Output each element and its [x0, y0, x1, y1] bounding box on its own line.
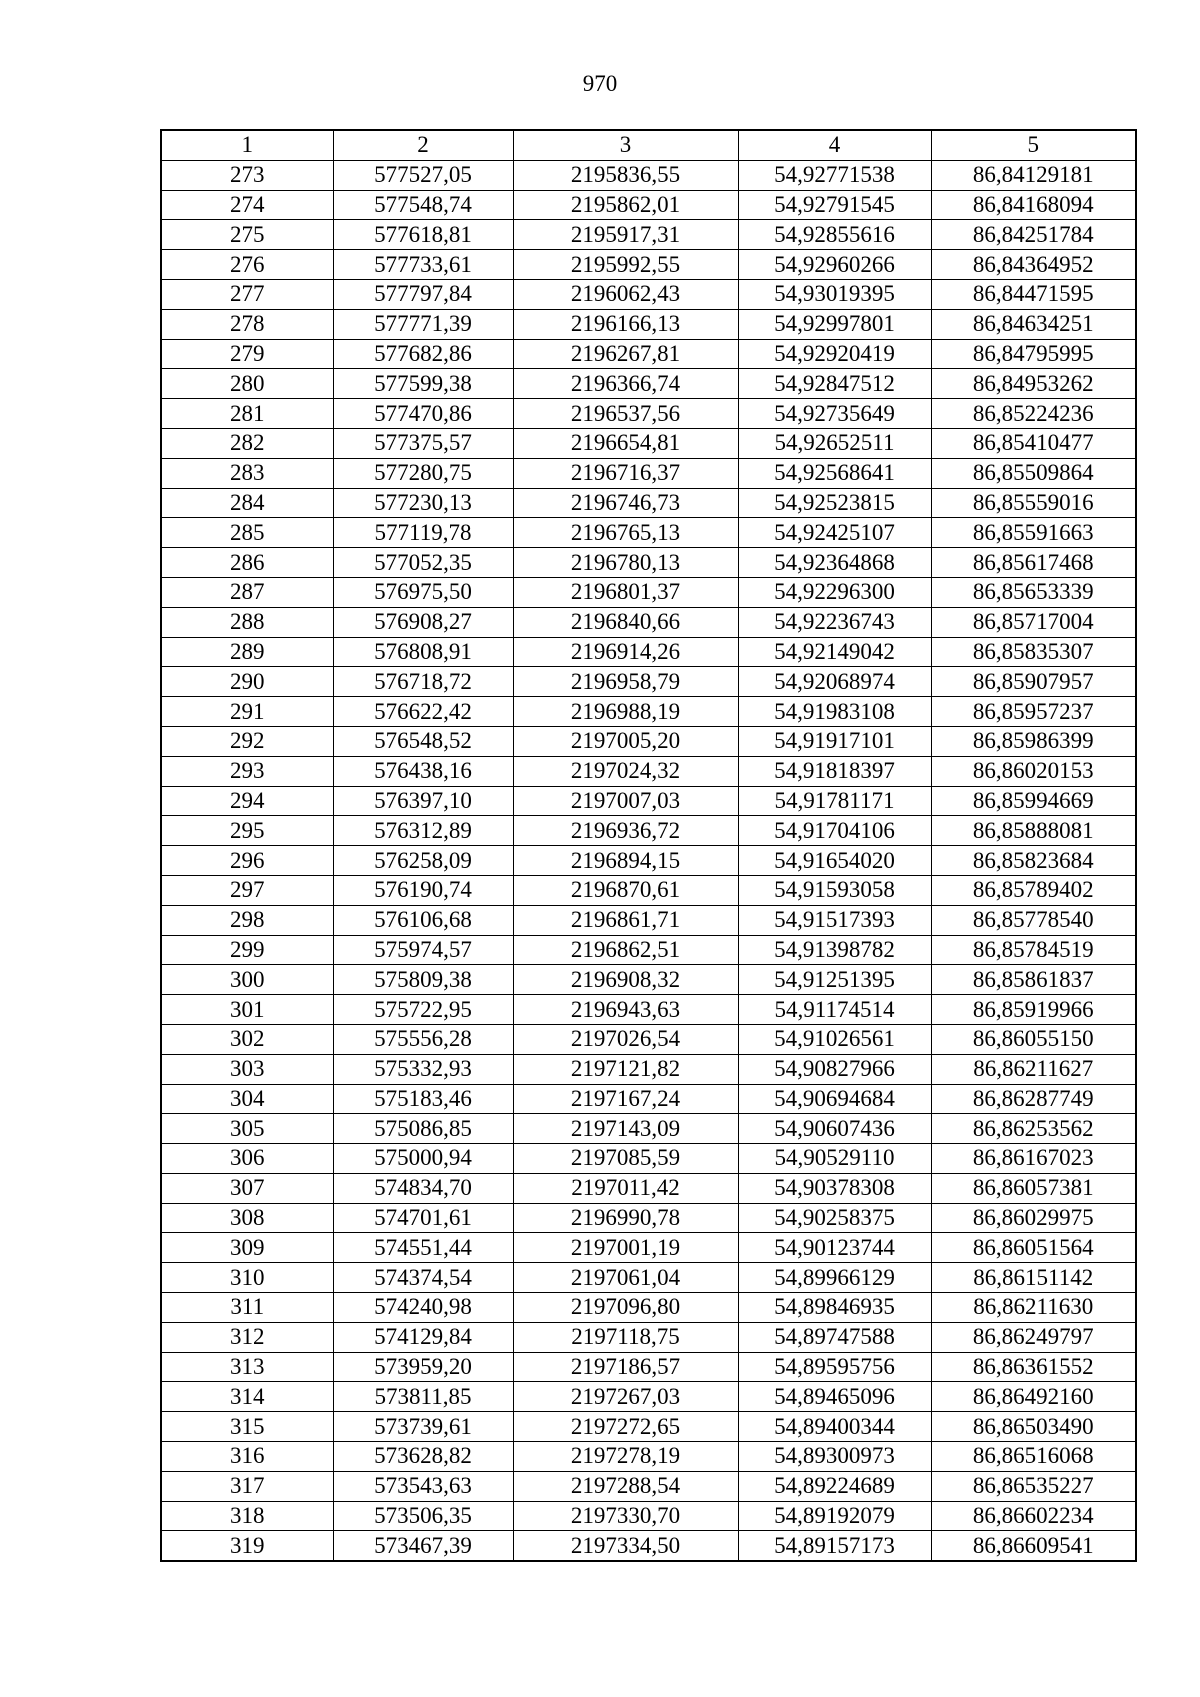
table-cell-col-3: 2196267,81 [513, 339, 738, 369]
table-cell-col-5: 86,86503490 [931, 1412, 1136, 1442]
table-cell-col-5: 86,86516068 [931, 1442, 1136, 1472]
table-cell-col-5: 86,85410477 [931, 428, 1136, 458]
table-cell-col-4: 54,92523815 [738, 488, 931, 518]
table-cell-col-2: 575000,94 [333, 1144, 513, 1174]
table-row [161, 1263, 1136, 1293]
table-cell-col-1: 303 [161, 1054, 333, 1084]
table-cell-col-1: 293 [161, 756, 333, 786]
table-cell-col-3: 2196716,37 [513, 458, 738, 488]
table-row [161, 1054, 1136, 1084]
table-row [161, 1173, 1136, 1203]
table-cell-col-2: 577230,13 [333, 488, 513, 518]
table-row [161, 190, 1136, 220]
table-cell-col-3: 2196654,81 [513, 428, 738, 458]
table-cell-col-2: 577470,86 [333, 399, 513, 429]
table-cell-col-2: 574834,70 [333, 1173, 513, 1203]
table-cell-col-2: 576106,68 [333, 905, 513, 935]
table-cell-col-3: 2196870,61 [513, 875, 738, 905]
table-cell-col-1: 302 [161, 1024, 333, 1054]
table-cell-col-5: 86,84129181 [931, 160, 1136, 190]
table-cell-col-5: 86,85994669 [931, 786, 1136, 816]
table-cell-col-5: 86,85653339 [931, 577, 1136, 607]
table-row [161, 965, 1136, 995]
table-cell-col-3: 2195917,31 [513, 220, 738, 250]
table-cell-col-4: 54,89300973 [738, 1442, 931, 1472]
table-row [161, 1114, 1136, 1144]
table-row [161, 1531, 1136, 1561]
table-cell-col-1: 288 [161, 607, 333, 637]
table-cell-col-5: 86,86051564 [931, 1233, 1136, 1263]
table-cell-col-4: 54,90123744 [738, 1233, 931, 1263]
table-cell-col-1: 300 [161, 965, 333, 995]
table-cell-col-2: 576312,89 [333, 816, 513, 846]
table-cell-col-2: 577527,05 [333, 160, 513, 190]
header-row [161, 130, 1136, 160]
table-row [161, 816, 1136, 846]
table-cell-col-2: 575556,28 [333, 1024, 513, 1054]
table-row [161, 905, 1136, 935]
table-row [161, 1233, 1136, 1263]
table-row [161, 309, 1136, 339]
table-cell-col-1: 296 [161, 846, 333, 876]
table-cell-col-4: 54,89224689 [738, 1471, 931, 1501]
column-header-1: 1 [161, 130, 333, 160]
table-cell-col-1: 317 [161, 1471, 333, 1501]
table-cell-col-4: 54,92791545 [738, 190, 931, 220]
table-row [161, 1084, 1136, 1114]
table-row [161, 1203, 1136, 1233]
table-row [161, 488, 1136, 518]
table-cell-col-5: 86,86602234 [931, 1501, 1136, 1531]
table-cell-col-5: 86,86361552 [931, 1352, 1136, 1382]
column-header-5: 5 [931, 130, 1136, 160]
table-row [161, 399, 1136, 429]
table-cell-col-3: 2196780,13 [513, 548, 738, 578]
table-cell-col-1: 298 [161, 905, 333, 935]
table-cell-col-3: 2197118,75 [513, 1322, 738, 1352]
table-cell-col-1: 312 [161, 1322, 333, 1352]
table-cell-col-5: 86,85888081 [931, 816, 1136, 846]
table-cell-col-4: 54,92735649 [738, 399, 931, 429]
table-row [161, 458, 1136, 488]
table-cell-col-3: 2196914,26 [513, 637, 738, 667]
table-cell-col-4: 54,90607436 [738, 1114, 931, 1144]
table-row [161, 875, 1136, 905]
table-cell-col-5: 86,86020153 [931, 756, 1136, 786]
table-cell-col-4: 54,89465096 [738, 1382, 931, 1412]
table-header [161, 130, 1136, 160]
table-cell-col-4: 54,89966129 [738, 1263, 931, 1293]
table-cell-col-2: 575086,85 [333, 1114, 513, 1144]
table-cell-col-1: 275 [161, 220, 333, 250]
table-cell-col-4: 54,91983108 [738, 697, 931, 727]
table-cell-col-3: 2196801,37 [513, 577, 738, 607]
table-cell-col-3: 2197026,54 [513, 1024, 738, 1054]
table-cell-col-2: 577618,81 [333, 220, 513, 250]
table-cell-col-4: 54,92568641 [738, 458, 931, 488]
table-cell-col-5: 86,84953262 [931, 369, 1136, 399]
table-cell-col-3: 2197278,19 [513, 1442, 738, 1472]
table-cell-col-4: 54,90694684 [738, 1084, 931, 1114]
table-cell-col-2: 575183,46 [333, 1084, 513, 1114]
table-cell-col-2: 577052,35 [333, 548, 513, 578]
table-cell-col-3: 2197061,04 [513, 1263, 738, 1293]
table-cell-col-4: 54,91517393 [738, 905, 931, 935]
table-cell-col-2: 577682,86 [333, 339, 513, 369]
table-cell-col-3: 2197272,65 [513, 1412, 738, 1442]
table-cell-col-1: 311 [161, 1293, 333, 1323]
table-cell-col-3: 2196936,72 [513, 816, 738, 846]
table-cell-col-5: 86,86055150 [931, 1024, 1136, 1054]
table-cell-col-5: 86,86253562 [931, 1114, 1136, 1144]
table-cell-col-5: 86,85957237 [931, 697, 1136, 727]
table-row [161, 1024, 1136, 1054]
table-row [161, 935, 1136, 965]
table-cell-col-3: 2196366,74 [513, 369, 738, 399]
table-cell-col-5: 86,85861837 [931, 965, 1136, 995]
table-cell-col-5: 86,84168094 [931, 190, 1136, 220]
table-row [161, 1471, 1136, 1501]
table-cell-col-4: 54,91818397 [738, 756, 931, 786]
table-cell-col-5: 86,84251784 [931, 220, 1136, 250]
table-row [161, 1442, 1136, 1472]
table-cell-col-4: 54,91654020 [738, 846, 931, 876]
table-cell-col-1: 313 [161, 1352, 333, 1382]
table-cell-col-4: 54,92364868 [738, 548, 931, 578]
table-cell-col-2: 576718,72 [333, 667, 513, 697]
table-cell-col-3: 2197005,20 [513, 726, 738, 756]
table-cell-col-1: 316 [161, 1442, 333, 1472]
table-cell-col-3: 2197267,03 [513, 1382, 738, 1412]
table-cell-col-3: 2195836,55 [513, 160, 738, 190]
table-cell-col-4: 54,92920419 [738, 339, 931, 369]
table-cell-col-2: 575722,95 [333, 995, 513, 1025]
table-cell-col-1: 307 [161, 1173, 333, 1203]
table-row [161, 1382, 1136, 1412]
table-cell-col-5: 86,86249797 [931, 1322, 1136, 1352]
table-cell-col-4: 54,92149042 [738, 637, 931, 667]
table-cell-col-2: 576975,50 [333, 577, 513, 607]
table-cell-col-4: 54,92068974 [738, 667, 931, 697]
table-cell-col-2: 576397,10 [333, 786, 513, 816]
table-cell-col-5: 86,86029975 [931, 1203, 1136, 1233]
table-cell-col-3: 2197007,03 [513, 786, 738, 816]
table-cell-col-2: 577375,57 [333, 428, 513, 458]
table-cell-col-2: 574701,61 [333, 1203, 513, 1233]
table-row [161, 428, 1136, 458]
table-row [161, 160, 1136, 190]
table-cell-col-2: 576190,74 [333, 875, 513, 905]
table-cell-col-3: 2196908,32 [513, 965, 738, 995]
table-row [161, 786, 1136, 816]
table-cell-col-5: 86,85717004 [931, 607, 1136, 637]
table-cell-col-5: 86,85224236 [931, 399, 1136, 429]
table-cell-col-2: 574374,54 [333, 1263, 513, 1293]
table-cell-col-4: 54,89400344 [738, 1412, 931, 1442]
table-cell-col-4: 54,90529110 [738, 1144, 931, 1174]
table-cell-col-4: 54,89846935 [738, 1293, 931, 1323]
table-cell-col-1: 273 [161, 160, 333, 190]
table-cell-col-2: 576438,16 [333, 756, 513, 786]
table-row [161, 607, 1136, 637]
table-cell-col-1: 304 [161, 1084, 333, 1114]
table-cell-col-5: 86,85591663 [931, 518, 1136, 548]
table-cell-col-4: 54,92652511 [738, 428, 931, 458]
table-cell-col-2: 574129,84 [333, 1322, 513, 1352]
table-cell-col-1: 289 [161, 637, 333, 667]
table-cell-col-3: 2196862,51 [513, 935, 738, 965]
table-cell-col-1: 308 [161, 1203, 333, 1233]
table-cell-col-4: 54,92236743 [738, 607, 931, 637]
table-row [161, 1144, 1136, 1174]
table-cell-col-4: 54,92847512 [738, 369, 931, 399]
table-cell-col-1: 280 [161, 369, 333, 399]
table-cell-col-3: 2197330,70 [513, 1501, 738, 1531]
table-cell-col-1: 305 [161, 1114, 333, 1144]
table-body [161, 160, 1136, 1561]
table-cell-col-4: 54,92997801 [738, 309, 931, 339]
table-cell-col-1: 294 [161, 786, 333, 816]
table-cell-col-5: 86,86492160 [931, 1382, 1136, 1412]
table-cell-col-4: 54,90258375 [738, 1203, 931, 1233]
table-cell-col-4: 54,89192079 [738, 1501, 931, 1531]
table-cell-col-2: 573739,61 [333, 1412, 513, 1442]
table-cell-col-4: 54,90378308 [738, 1173, 931, 1203]
table-cell-col-4: 54,91781171 [738, 786, 931, 816]
table-cell-col-3: 2196062,43 [513, 279, 738, 309]
table-row [161, 279, 1136, 309]
table-cell-col-3: 2196840,66 [513, 607, 738, 637]
table-cell-col-4: 54,92855616 [738, 220, 931, 250]
table-cell-col-3: 2197011,42 [513, 1173, 738, 1203]
table-cell-col-3: 2196958,79 [513, 667, 738, 697]
table-cell-col-3: 2195862,01 [513, 190, 738, 220]
table-cell-col-2: 573543,63 [333, 1471, 513, 1501]
table-cell-col-1: 306 [161, 1144, 333, 1174]
table-cell-col-1: 285 [161, 518, 333, 548]
table-cell-col-1: 281 [161, 399, 333, 429]
table-cell-col-2: 576548,52 [333, 726, 513, 756]
table-cell-col-1: 290 [161, 667, 333, 697]
table-cell-col-1: 318 [161, 1501, 333, 1531]
table-cell-col-1: 291 [161, 697, 333, 727]
table-cell-col-3: 2197186,57 [513, 1352, 738, 1382]
table-cell-col-5: 86,84471595 [931, 279, 1136, 309]
table-cell-col-5: 86,85509864 [931, 458, 1136, 488]
table-cell-col-1: 299 [161, 935, 333, 965]
table-row [161, 995, 1136, 1025]
table-cell-col-3: 2196166,13 [513, 309, 738, 339]
table-cell-col-5: 86,85823684 [931, 846, 1136, 876]
table-cell-col-1: 287 [161, 577, 333, 607]
table-cell-col-5: 86,84634251 [931, 309, 1136, 339]
table-cell-col-4: 54,91704106 [738, 816, 931, 846]
table-cell-col-1: 283 [161, 458, 333, 488]
table-cell-col-5: 86,85784519 [931, 935, 1136, 965]
table-cell-col-2: 577119,78 [333, 518, 513, 548]
table-row [161, 1293, 1136, 1323]
table-cell-col-1: 292 [161, 726, 333, 756]
table-cell-col-3: 2196894,15 [513, 846, 738, 876]
table-row [161, 548, 1136, 578]
table-cell-col-3: 2197085,59 [513, 1144, 738, 1174]
table-cell-col-4: 54,89595756 [738, 1352, 931, 1382]
table-cell-col-5: 86,86211630 [931, 1293, 1136, 1323]
table-cell-col-3: 2196765,13 [513, 518, 738, 548]
table-cell-col-3: 2197024,32 [513, 756, 738, 786]
table-cell-col-1: 319 [161, 1531, 333, 1561]
table-cell-col-1: 314 [161, 1382, 333, 1412]
table-cell-col-2: 575809,38 [333, 965, 513, 995]
table-row [161, 250, 1136, 280]
table-cell-col-1: 297 [161, 875, 333, 905]
table-cell-col-5: 86,85835307 [931, 637, 1136, 667]
table-cell-col-5: 86,85907957 [931, 667, 1136, 697]
table-cell-col-2: 573467,39 [333, 1531, 513, 1561]
table-cell-col-3: 2197288,54 [513, 1471, 738, 1501]
table-row [161, 637, 1136, 667]
table-cell-col-4: 54,93019395 [738, 279, 931, 309]
column-header-4: 4 [738, 130, 931, 160]
table-cell-col-2: 573811,85 [333, 1382, 513, 1412]
table-row [161, 697, 1136, 727]
table-cell-col-3: 2196861,71 [513, 905, 738, 935]
table-cell-col-2: 574551,44 [333, 1233, 513, 1263]
table-cell-col-4: 54,91398782 [738, 935, 931, 965]
table-cell-col-2: 577599,38 [333, 369, 513, 399]
table-cell-col-5: 86,85559016 [931, 488, 1136, 518]
table-row [161, 726, 1136, 756]
table-cell-col-2: 577280,75 [333, 458, 513, 488]
table-cell-col-2: 577771,39 [333, 309, 513, 339]
table-cell-col-5: 86,86287749 [931, 1084, 1136, 1114]
table-cell-col-2: 576622,42 [333, 697, 513, 727]
table-cell-col-1: 278 [161, 309, 333, 339]
table-row [161, 339, 1136, 369]
table-row [161, 1322, 1136, 1352]
table-cell-col-1: 279 [161, 339, 333, 369]
table-row [161, 369, 1136, 399]
table-cell-col-5: 86,85789402 [931, 875, 1136, 905]
table-cell-col-2: 577733,61 [333, 250, 513, 280]
table-cell-col-4: 54,92960266 [738, 250, 931, 280]
table-cell-col-4: 54,91251395 [738, 965, 931, 995]
table-cell-col-4: 54,91026561 [738, 1024, 931, 1054]
table-cell-col-1: 315 [161, 1412, 333, 1442]
coordinates-table [160, 129, 1137, 1562]
table-cell-col-2: 575974,57 [333, 935, 513, 965]
table-cell-col-5: 86,84795995 [931, 339, 1136, 369]
table-cell-col-1: 309 [161, 1233, 333, 1263]
table-cell-col-5: 86,85986399 [931, 726, 1136, 756]
table-cell-col-2: 576258,09 [333, 846, 513, 876]
table-cell-col-5: 86,86151142 [931, 1263, 1136, 1293]
table-cell-col-3: 2195992,55 [513, 250, 738, 280]
table-cell-col-2: 577548,74 [333, 190, 513, 220]
table-cell-col-4: 54,89747588 [738, 1322, 931, 1352]
table-cell-col-1: 301 [161, 995, 333, 1025]
table-cell-col-4: 54,92425107 [738, 518, 931, 548]
table-cell-col-4: 54,92296300 [738, 577, 931, 607]
table-cell-col-1: 277 [161, 279, 333, 309]
table-cell-col-2: 576908,27 [333, 607, 513, 637]
table-cell-col-3: 2197096,80 [513, 1293, 738, 1323]
table-cell-col-5: 86,86057381 [931, 1173, 1136, 1203]
table-row [161, 220, 1136, 250]
table-cell-col-1: 295 [161, 816, 333, 846]
table-cell-col-5: 86,84364952 [931, 250, 1136, 280]
table-cell-col-3: 2197334,50 [513, 1531, 738, 1561]
table-cell-col-3: 2196537,56 [513, 399, 738, 429]
table-cell-col-3: 2196943,63 [513, 995, 738, 1025]
table-cell-col-5: 86,85919966 [931, 995, 1136, 1025]
table-cell-col-4: 54,91917101 [738, 726, 931, 756]
table-cell-col-3: 2197121,82 [513, 1054, 738, 1084]
table-cell-col-4: 54,91593058 [738, 875, 931, 905]
table-cell-col-5: 86,85617468 [931, 548, 1136, 578]
table-cell-col-5: 86,86609541 [931, 1531, 1136, 1561]
table-row [161, 667, 1136, 697]
table-cell-col-1: 276 [161, 250, 333, 280]
table-row [161, 577, 1136, 607]
table-row [161, 756, 1136, 786]
column-header-2: 2 [333, 130, 513, 160]
table-cell-col-1: 284 [161, 488, 333, 518]
table-cell-col-3: 2197001,19 [513, 1233, 738, 1263]
table-cell-col-2: 574240,98 [333, 1293, 513, 1323]
table-cell-col-1: 286 [161, 548, 333, 578]
table-row [161, 1412, 1136, 1442]
table-cell-col-4: 54,92771538 [738, 160, 931, 190]
table-cell-col-2: 577797,84 [333, 279, 513, 309]
table-cell-col-2: 573628,82 [333, 1442, 513, 1472]
table-cell-col-2: 575332,93 [333, 1054, 513, 1084]
table-cell-col-1: 274 [161, 190, 333, 220]
table-cell-col-2: 573506,35 [333, 1501, 513, 1531]
table-cell-col-3: 2196990,78 [513, 1203, 738, 1233]
table-cell-col-1: 282 [161, 428, 333, 458]
table-row [161, 1501, 1136, 1531]
table-cell-col-5: 86,85778540 [931, 905, 1136, 935]
table-row [161, 1352, 1136, 1382]
table-cell-col-5: 86,86211627 [931, 1054, 1136, 1084]
page-number: 970 [582, 71, 618, 96]
column-header-3: 3 [513, 130, 738, 160]
table-cell-col-5: 86,86167023 [931, 1144, 1136, 1174]
table-cell-col-3: 2197143,09 [513, 1114, 738, 1144]
table-cell-col-1: 310 [161, 1263, 333, 1293]
table-cell-col-4: 54,91174514 [738, 995, 931, 1025]
table-row [161, 518, 1136, 548]
table-row [161, 846, 1136, 876]
table-cell-col-5: 86,86535227 [931, 1471, 1136, 1501]
table-cell-col-2: 576808,91 [333, 637, 513, 667]
table-cell-col-2: 573959,20 [333, 1352, 513, 1382]
table-cell-col-3: 2196746,73 [513, 488, 738, 518]
table-cell-col-3: 2196988,19 [513, 697, 738, 727]
table-cell-col-4: 54,89157173 [738, 1531, 931, 1561]
table-cell-col-4: 54,90827966 [738, 1054, 931, 1084]
table-cell-col-3: 2197167,24 [513, 1084, 738, 1114]
